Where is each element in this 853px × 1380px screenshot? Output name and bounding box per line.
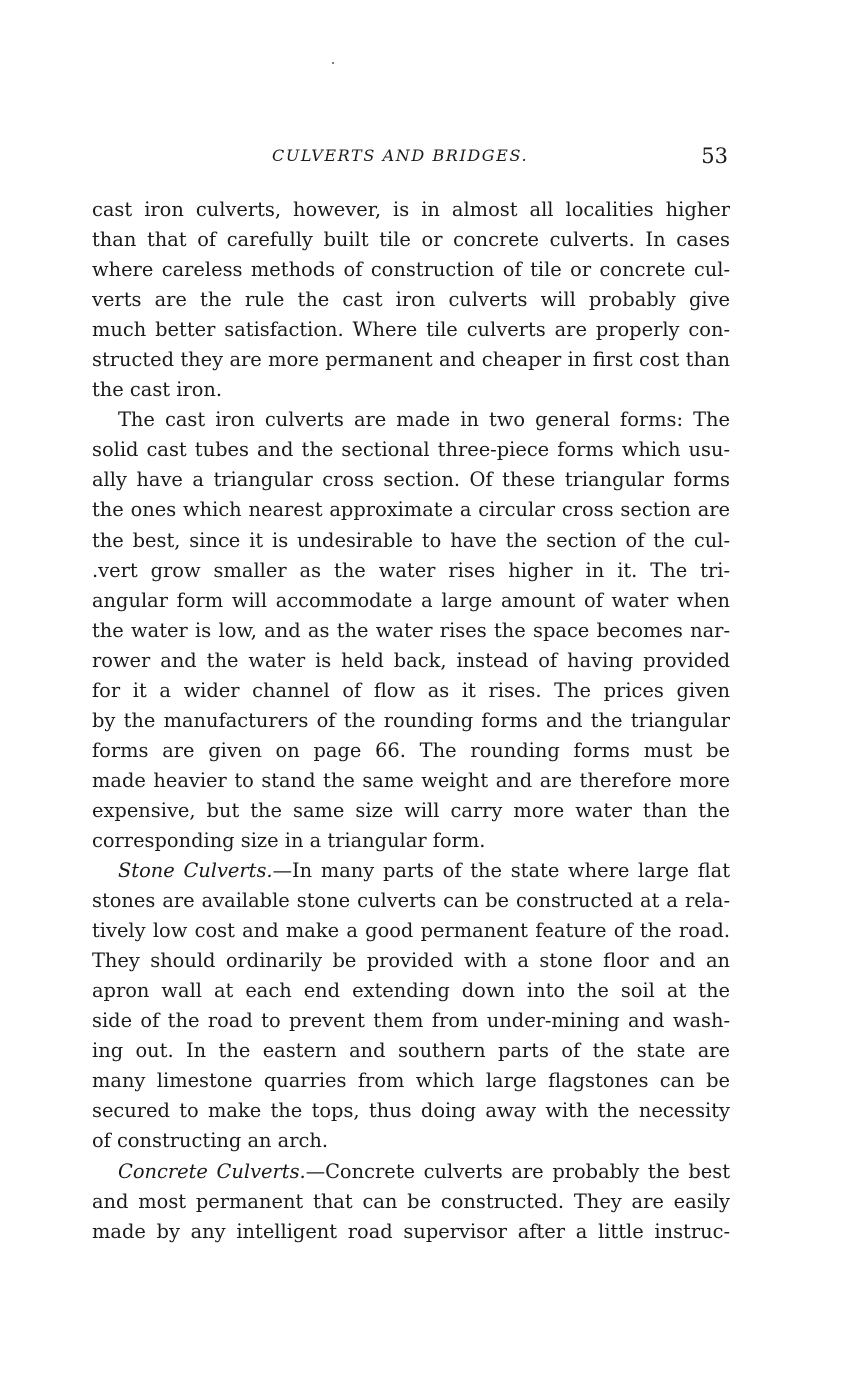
text-line: expensive, but the same size will carry more water than the — [92, 798, 730, 822]
paragraph-cast-iron-cost — [92, 195, 730, 405]
text-line: .vert grow smaller as the water rises higher in it. The tri- — [92, 558, 730, 582]
paper-speck — [332, 62, 334, 64]
text-line: structed they are more permanent and cheaper in first cost than — [92, 348, 730, 372]
text-line: made by any intelligent road supervisor after a little instruc- — [92, 1219, 730, 1243]
text-line: of constructing an arch. — [92, 1129, 329, 1153]
text-line: stones are available stone culverts can be constructed at a rela- — [92, 889, 730, 913]
text-line: secured to make the tops, thus doing away with the necessity — [92, 1099, 730, 1123]
text-line — [92, 856, 730, 886]
text-line: angular form will accommodate a large amount of water when — [92, 588, 730, 612]
text-line: the cast iron. — [92, 378, 223, 402]
body-text — [92, 195, 730, 1247]
text-line: tively low cost and make a good permanent feature of the road. — [92, 919, 730, 943]
text-line: The cast iron culverts are made in two general forms: The — [118, 408, 730, 432]
text-line: corresponding size in a triangular form. — [92, 828, 486, 852]
text-line: forms are given on page 66. The rounding forms must be — [92, 738, 730, 762]
text-line: verts are the rule the cast iron culverts will probably give — [92, 288, 730, 312]
text-line: where careless methods of construction of tile or concrete cul- — [92, 258, 730, 282]
text-line: the ones which nearest approximate a circular cross section are — [92, 498, 730, 522]
text-line: many limestone quarries from which large flagstones can be — [92, 1069, 730, 1093]
text-line: solid cast tubes and the sectional three-piece forms which usu- — [92, 438, 730, 462]
running-head — [92, 146, 732, 170]
text-line: for it a wider channel of flow as it rises. The prices given — [92, 678, 730, 702]
paragraph-concrete-culverts — [92, 1157, 730, 1247]
text-line: by the manufacturers of the rounding forms and the triangular — [92, 708, 730, 732]
text-line: the best, since it is undesirable to have the section of the cul- — [92, 528, 730, 552]
text-line: the water is low, and as the water rises the space becomes nar- — [92, 618, 730, 642]
text-line: side of the road to prevent them from under-mining and wash- — [92, 1009, 730, 1033]
text-line-rest: —Concrete culverts are probably the best — [305, 1159, 730, 1183]
text-line: ally have a triangular cross section. Of these triangular forms — [92, 468, 730, 492]
text-line: than that of carefully built tile or concrete culverts. In cases — [92, 228, 730, 252]
text-line: apron wall at each end extending down into the soil at the — [92, 979, 730, 1003]
section-lead-stone-culverts: Stone Culverts. — [118, 859, 273, 883]
running-title: CULVERTS AND BRIDGES. — [272, 146, 529, 165]
text-line: cast iron culverts, however, is in almost all localities higher — [92, 198, 730, 221]
text-line-rest: —In many parts of the state where large flat — [272, 859, 730, 883]
text-line: They should ordinarily be provided with a stone floor and an — [92, 949, 730, 973]
text-line: much better satisfaction. Where tile culverts are properly con- — [92, 318, 730, 342]
text-line: rower and the water is held back, instead of having provided — [92, 648, 730, 672]
paragraph-cast-iron-forms — [92, 405, 730, 856]
text-line: ing out. In the eastern and southern parts of the state are — [92, 1039, 730, 1063]
text-line: and most permanent that can be constructed. They are easily — [92, 1189, 730, 1213]
section-lead-concrete-culverts: Concrete Culverts. — [118, 1159, 306, 1183]
text-line: made heavier to stand the same weight and are therefore more — [92, 768, 730, 792]
page-number: 53 — [701, 144, 728, 168]
paragraph-stone-culverts — [92, 856, 730, 1156]
text-line — [92, 1157, 730, 1187]
